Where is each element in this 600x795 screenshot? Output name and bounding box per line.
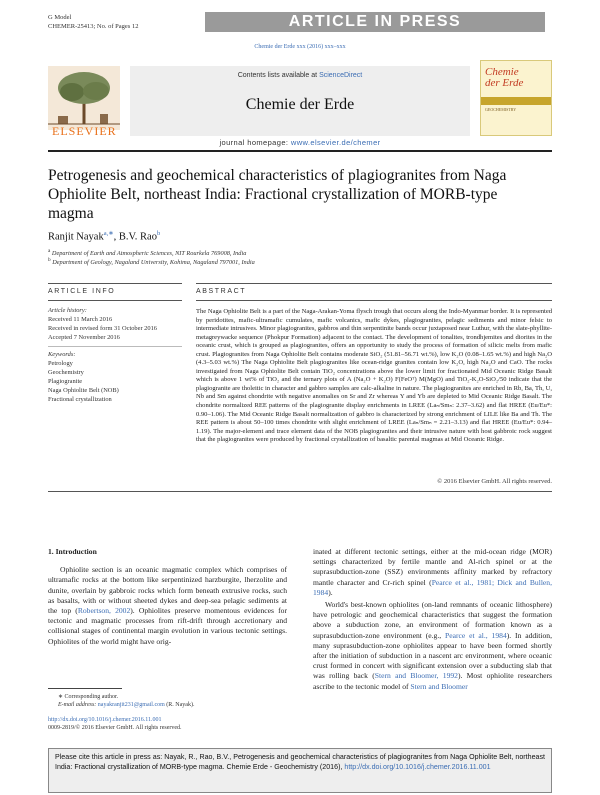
history-item: Received in revised form 31 October 2016 — [48, 325, 157, 332]
abstract-rule-top — [196, 283, 552, 284]
affiliation-marker: a — [48, 248, 51, 254]
sciencedirect-link[interactable]: ScienceDirect — [319, 72, 363, 79]
paragraph-text: ). In addition, many suprasubduction-zone ophiolites appear to have been formed shortly after the initiation of subduction in a nascent arc environment, where oceanic crust formed in concert with significant extension over a subducting slab that was rolling back ( — [313, 630, 553, 681]
cover-title-line-1: Chemie — [485, 66, 519, 78]
author-name[interactable]: B.V. Rao — [118, 231, 157, 243]
keywords-header: Keywords: — [48, 351, 76, 358]
email-link[interactable]: nayakranjit231@gmail.com — [97, 702, 165, 709]
paragraph-text: World's best-known ophiolites (on-land remnants of oceanic lithosphere) have petrologic and geochemical characteristics that suggest the formation above a subduction zone, an environment of formation known as a suprasubduction-zone environment (e.g., — [313, 600, 552, 640]
issn-line: 0009-2819/© 2016 Elsevier GmbH. All rights reserved. — [48, 724, 182, 731]
affiliation-b — [48, 257, 255, 266]
article-info-rule-bottom — [48, 300, 182, 301]
contents-line — [130, 72, 470, 79]
reference-line: CHEMER-25413; No. of Pages 12 — [48, 23, 139, 30]
email-line — [48, 701, 288, 709]
abstract-text: The Naga Ophiolite Belt is a part of the Naga-Arakan-Yoma flysch trough that occurs along the Indo-Myanmar border. It is represented by peridotites, mafic-ultramafic cumulates, mafic volcanics, mafic dykes, plagiogranites, pelagic sediments and minor felsic to intermediate intrusives. Minor plagiogranites, gabbros and thin serpentinite bands occur juxtaposed near Luthur, with the slate-phyllite-metagreywacke sequence (Phokpur Formation) adjacent to the contact. The development of tonalites, trondhjemites and diorites in the oceanic crust, which is grouped as plagiogranites, offers an opportunity to study the process of formation of silicic melts from mafic crust. Plagiogranites from Naga Ophiolite Belt contains moderate SiO₂ (51.81–56.71 wt.%), low K₂O (0.08–1.65 wt.%) and high Na₂O (4.3–5.03 wt.%) The Naga Ophiolite Belt plagiogranites like ocean-ridge granites contain low K₂O, high Na₂O and CaO. The rocks investigated from Naga Ophiolite Belt contain TiO₂ concentrations above the lower limit for fractionated Mid Oceanic Ridge Basalt which is above 1 wt% of TiO₂ and the ternary plots of A (Na₂O + K₂O) F(FeOᵀ) M(MgO) and TiO₂-K₂O-SiO₂/50 indicate that the plagiogranite are tholeitic in character and gabbro samples are calc-alkaline in nature. The plagiogranites are enriched in Rb, Ba, Th, U, Nb and Sm against chondrite with negative anomalies on Sr and Zr whereas Y and Yb are depleted to Mid Oceanic Ridge Basalt. The chondrite normalized REE patterns of the plagiogranite display enrichments in LREE (Laₙ/Smₙ: 2.37–3.62) and flat HREE (Eu/Eu*: 0.90–1.06). The Mid Oceanic Ridge Basalt normalization of gabbro is characterized by strong enrichment of LILE like Ba and Th. The REE pattern is about 50–100 times chondrite with slight enrichment of LREE (Laₙ/Smₙ = 2.21–3.13) and flat HREE (Eu/Eu*: 0.94–1.19). The major-element and trace element data of the NOB plagiogranites and their intrusive nature with host gabbroic rock suggest that the plagiogranites were produced by fractional crystallization of basaltic parental magmas at Mid Oceanic Ridge. — [196, 308, 552, 444]
journal-cover-thumbnail — [480, 60, 552, 136]
copyright-notice: © 2016 Elsevier GmbH. All rights reserved. — [437, 478, 552, 485]
email-suffix: (R. Nayak). — [164, 702, 195, 709]
footnote-divider — [48, 688, 122, 689]
citation-link[interactable]: Robertson, 2002 — [77, 606, 131, 616]
paragraph-text: inated at different tectonic settings, either at the mid-ocean ridge (MOR) settings characterized by fertile mantle and Al-rich spinel or at the suprasubduction-zone (SSZ) environments affinity marked by refractory mantle character and Cr-rich spinel ( — [313, 547, 552, 587]
header-divider — [48, 150, 552, 152]
body-paragraph — [313, 600, 552, 692]
journal-title: Chemie der Erde — [245, 96, 355, 113]
keyword-item: Naga Ophiolite Belt (NOB) — [48, 387, 119, 394]
doi-link[interactable]: http://dx.doi.org/10.1016/j.chemer.2016.11.001 — [48, 716, 162, 723]
body-paragraph — [48, 565, 287, 647]
affiliation-text: Department of Earth and Atmospheric Sciences, NIT Rourkela 769008, India — [51, 250, 247, 258]
article-info-rule-top — [48, 283, 182, 284]
cite-doi-link[interactable]: http://dx.doi.org/10.1016/j.chemer.2016.11.001 — [344, 762, 491, 771]
citation-link[interactable]: Stern and Bloomer — [410, 681, 468, 691]
abstract-end-rule — [48, 491, 552, 492]
citation-link[interactable]: Stern and Bloomer, 1992 — [374, 671, 458, 681]
keyword-item: Plagiogranite — [48, 378, 83, 385]
affiliation-marker: b — [48, 257, 51, 263]
history-item: Accepted 7 November 2016 — [48, 334, 120, 341]
homepage-link[interactable]: www.elsevier.de/chemer — [290, 138, 381, 147]
journal-banner — [130, 66, 470, 136]
article-in-press-banner: ARTICLE IN PRESS — [205, 12, 545, 32]
article-history — [48, 306, 178, 342]
body-column-left — [48, 547, 287, 649]
publisher-name: ELSEVIER — [52, 124, 117, 138]
email-label: E-mail address: — [58, 702, 98, 709]
model-label: G Model — [48, 14, 72, 21]
section-heading: 1. Introduction — [48, 547, 97, 556]
journal-header — [48, 58, 552, 148]
paragraph-text: ). Most ophiolite researchers ascribe to the tectonic model of — [313, 671, 552, 691]
abstract-rule-bottom — [196, 300, 552, 301]
citation-link[interactable]: Pearce et al., 1984 — [444, 630, 507, 640]
paragraph-text: Ophiolite section is an oceanic magmatic complex which comprises of ultramafic rocks at the bottom like serpentinized harzburgite, lherzolite and dunite, overlain by gabbroic rocks which form beneath extrusive rocks, such as basalts, with or without sheeted dykes and deep-sea pelagic sediments at the top ( — [48, 565, 287, 616]
contents-prefix: Contents lists available at — [237, 72, 320, 79]
paragraph-text: ). Ophiolites preserve momentous evidences for tectonic and magmatic processes from rift-drift through accretionary and collisional stages of continental margin evolution in various tectonic settings. Ophiolites of the world might have orig- — [48, 606, 288, 646]
cite-text: Please cite this article in press as: Nayak, R., Rao, B.V., Petrogenesis and geochemical characteristics of plagiogranites from Naga Ophiolite Belt, northeast India: Fractional crystallization of MORB-type magma. Chemie Erde - Geochemistry (2016), — [55, 753, 545, 771]
cover-title — [485, 67, 523, 89]
cite-this-article-box — [48, 748, 552, 793]
homepage-prefix: journal homepage: — [219, 138, 291, 147]
journal-citation-line[interactable]: Chemie der Erde xxx (2016) xxx–xxx — [254, 44, 346, 50]
body-column-right — [313, 547, 552, 694]
paragraph-text: ). — [328, 587, 333, 597]
abstract-label: ABSTRACT — [196, 288, 247, 295]
keywords-divider — [48, 346, 182, 347]
keyword-item: Petrology — [48, 360, 73, 367]
history-header: Article history: — [48, 307, 87, 314]
keyword-item: Fractional crystallization — [48, 396, 112, 403]
article-info-label: ARTICLE INFO — [48, 288, 116, 295]
keyword-item: Geochemistry — [48, 369, 84, 376]
affiliation-text: Department of Geology, Nagaland University, Kohima, Nagaland 797001, India — [52, 259, 255, 267]
paper-title: Petrogenesis and geochemical characteristics of plagiogranites from Naga Ophiolite Belt, northeast India: Fractional crystallization of MORB-type magma — [48, 167, 507, 222]
cover-title-line-2: der Erde — [485, 77, 524, 89]
corresponding-author-note: ∗ Corresponding author. — [58, 694, 119, 700]
footnotes — [48, 693, 288, 732]
author-list — [48, 229, 160, 243]
author-affiliation-marker[interactable]: a,∗ — [103, 230, 114, 237]
citation-link[interactable]: Pearce et al., 1981; Dick and Bullen, 1984 — [313, 577, 552, 597]
body-paragraph — [313, 547, 552, 598]
author-affiliation-marker[interactable]: b — [156, 230, 161, 237]
affiliation-a — [48, 248, 246, 257]
cover-subtitle: GEOCHEMISTRY — [485, 107, 517, 112]
cover-band — [481, 97, 551, 105]
author-name[interactable]: Ranjit Nayak — [48, 231, 104, 243]
journal-homepage-line — [130, 138, 470, 147]
article-meta — [48, 13, 138, 31]
author-separator: , — [113, 231, 119, 243]
keywords — [48, 350, 178, 404]
history-item: Received 11 March 2016 — [48, 316, 113, 323]
